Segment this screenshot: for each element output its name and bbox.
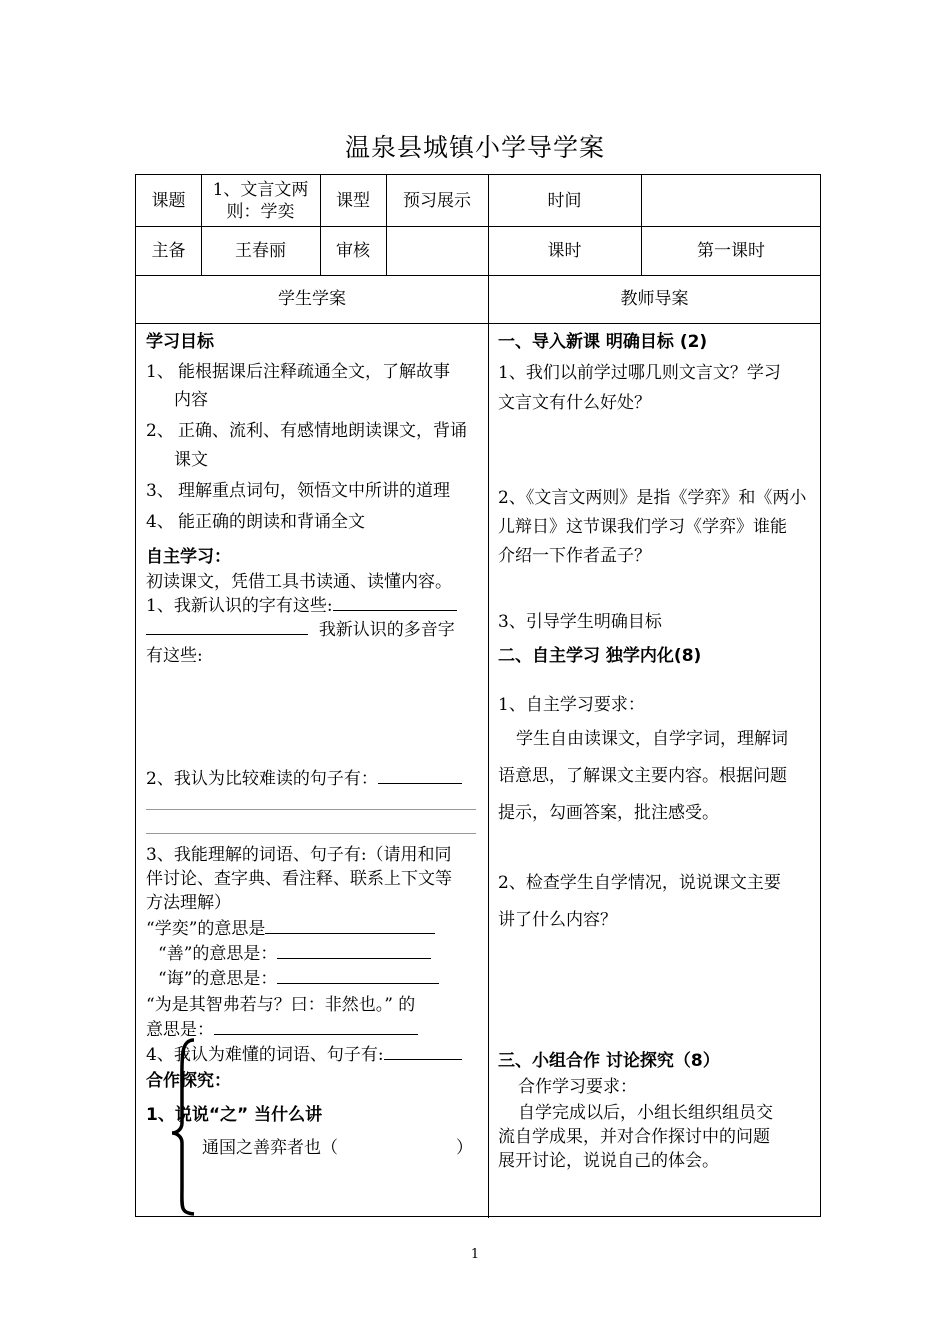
question-polyphones: 我新认识的多音字 [146, 615, 455, 640]
answer-line[interactable] [146, 809, 476, 810]
teacher-column [488, 323, 821, 1216]
teacher-text: 2、检查学生自学情况，说说课文主要 [498, 873, 781, 893]
goal-text: 课文 [174, 450, 208, 470]
goal-number: 1、 [146, 362, 174, 382]
coop-heading: 合作探究： [146, 1071, 231, 1091]
meaning-sentence: “为是其智弗若与？曰：非然也。” 的 [146, 995, 416, 1015]
goal-number: 2、 [146, 421, 174, 441]
type-label: 课型 [336, 190, 370, 211]
teacher-text: 文言文有什么好处？ [498, 393, 651, 413]
teacher-text: 学生自由读课文，自学字词，理解词 [516, 729, 788, 749]
answer-blank[interactable] [146, 620, 308, 635]
review-label: 审核 [336, 240, 370, 261]
answer-blank[interactable] [277, 969, 439, 984]
goal-text: 能正确的朗读和背诵全文 [178, 512, 365, 532]
goal-text: 正确、流利、有感情地朗读课文，背诵 [178, 421, 467, 441]
answer-blank[interactable] [265, 919, 435, 934]
question-understood: 方法理解） [146, 893, 231, 913]
teacher-text: 儿辩日》这节课我们学习《学弈》谁能 [498, 517, 787, 537]
self-study-heading: 自主学习： [146, 547, 231, 567]
answer-blank[interactable] [277, 944, 431, 959]
goal-text: 理解重点词句，领悟文中所讲的道理 [178, 481, 450, 501]
teacher-text: 自学完成以后，小组长组织组员交 [518, 1103, 773, 1123]
type-value: 预习展示 [403, 190, 471, 211]
goal-text: 能根据课后注释疏通全文，了解故事 [178, 362, 450, 382]
goal-text: 内容 [174, 390, 208, 410]
answer-blank[interactable] [378, 769, 462, 784]
meaning-shan: “善”的意思是： [158, 939, 431, 964]
goal-number: 4、 [146, 512, 174, 532]
question-hard-sentences: 2、我认为比较难读的句子有： [146, 764, 462, 789]
goal-number: 3、 [146, 481, 174, 501]
time-value [641, 175, 821, 226]
answer-blank[interactable] [333, 596, 457, 611]
question-difficult-words: 4、我认为难懂的词语、句子有: [146, 1040, 462, 1065]
period-value: 第一课时 [697, 240, 765, 261]
teacher-text: 1、自主学习要求： [498, 695, 645, 715]
teacher-text: 3、引导学生明确目标 [498, 612, 662, 632]
lead-value: 王春丽 [235, 240, 286, 261]
question-understood: 3、我能理解的词语、句子有:（请用和同 [146, 845, 452, 865]
answer-blank[interactable] [214, 1020, 418, 1035]
teacher-text: 语意思，了解课文主要内容。根据问题 [498, 766, 787, 786]
page-number: 1 [470, 1247, 480, 1262]
question-understood: 伴讨论、查字典、看注释、联系上下文等 [146, 869, 452, 889]
teacher-text: 提示，勾画答案，批注感受。 [498, 803, 719, 823]
student-column [136, 323, 488, 1216]
answer-line[interactable] [146, 833, 476, 834]
answer-blank[interactable] [384, 1045, 462, 1060]
self-study-intro: 初读课文，凭借工具书读通、读懂内容。 [146, 572, 452, 592]
teacher-text: 流自学成果，并对合作探讨中的问题 [498, 1127, 770, 1147]
question-polyphones-cont: 有这些: [146, 646, 203, 666]
meaning-xueyi: “学奕”的意思是 [146, 914, 435, 939]
question-new-chars: 1、我新认识的字有这些: [146, 591, 457, 616]
goals-heading: 学习目标 [146, 332, 214, 352]
teacher-plan-header: 教师导案 [620, 289, 689, 309]
teacher-text: 展开讨论，说说自己的体会。 [498, 1151, 719, 1171]
meaning-sentence-answer: 意思是： [146, 1015, 418, 1040]
document-title: 温泉县城镇小学导学案 [344, 133, 605, 162]
meaning-hui: “诲”的意思是： [158, 964, 439, 989]
lesson-plan-table [135, 174, 821, 1217]
topic-label: 课题 [151, 190, 186, 211]
coop-question: 1、说说“之” 当什么讲 [146, 1105, 323, 1125]
teacher-text: 介绍一下作者孟子？ [498, 546, 651, 566]
lead-label: 主备 [151, 240, 186, 261]
section-3-heading: 三、小组合作 讨论探究（8） [498, 1051, 720, 1071]
student-plan-header: 学生学案 [278, 289, 346, 309]
teacher-text: 合作学习要求： [518, 1077, 637, 1097]
topic-value: 1、文言文两则：学奕 [212, 179, 309, 222]
teacher-text: 2、《文言文两则》是指《学弈》和《两小 [498, 488, 807, 508]
time-label: 时间 [547, 190, 582, 211]
section-2-heading: 二、自主学习 独学内化(8) [498, 646, 702, 666]
section-1-heading: 一、导入新课 明确目标 (2) [498, 332, 708, 352]
coop-example: 通国之善弈者也（ ） [202, 1138, 473, 1158]
review-value [386, 226, 488, 275]
teacher-text: 1、我们以前学过哪几则文言文？学习 [498, 363, 781, 383]
period-label: 课时 [547, 240, 582, 261]
teacher-text: 讲了什么内容？ [498, 910, 617, 930]
curly-brace-icon [168, 1037, 198, 1217]
